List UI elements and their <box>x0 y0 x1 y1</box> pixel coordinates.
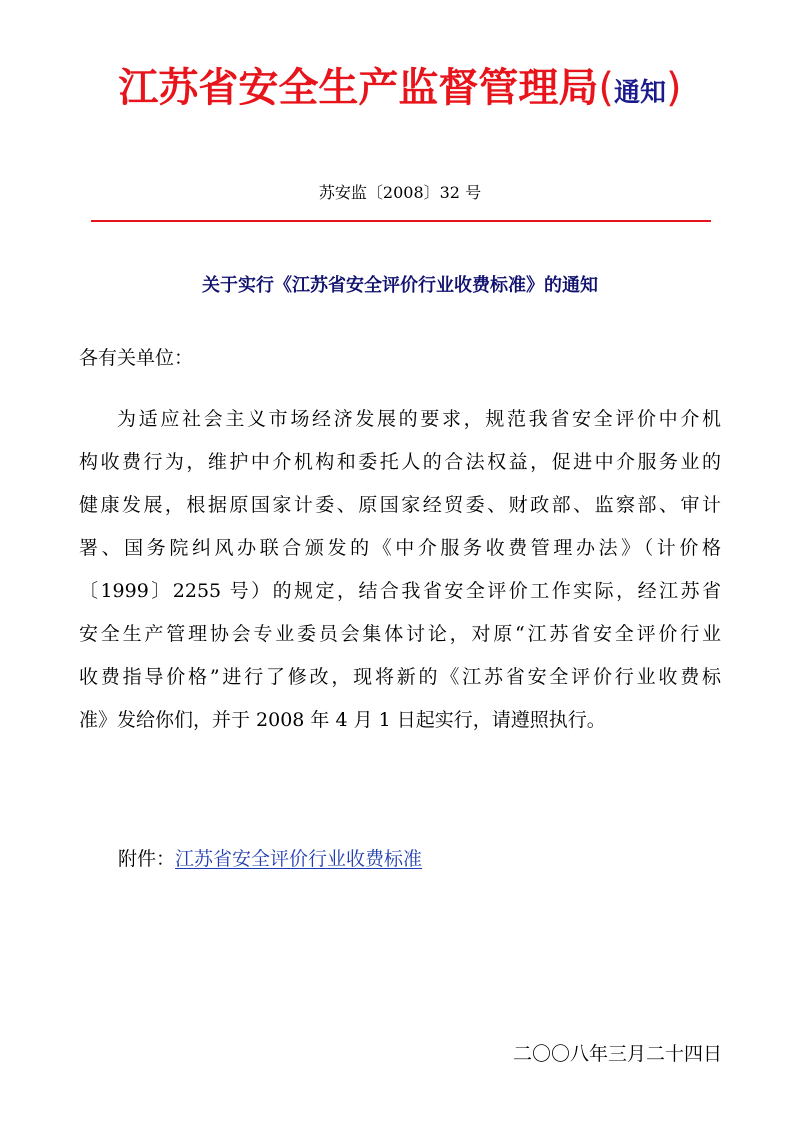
notice-label: 通知 <box>613 78 666 108</box>
body-line: 健康发展，根据原国家计委、原国家经贸委、财政部、监察部、审计 <box>79 494 721 516</box>
body-line: 安全生产管理协会专业委员会集体讨论，对原“江苏省安全评价行业 <box>79 623 721 645</box>
paren-close: ) <box>666 65 682 111</box>
issue-date: 二〇〇八年三月二十四日 <box>512 1043 722 1065</box>
body-line: 署、国务院纠风办联合颁发的《中介服务收费管理办法》（计价格 <box>79 537 721 559</box>
body-line: 准》发给你们，并于 2008 年 4 月 1 日起实行，请遵照执行。 <box>79 709 606 731</box>
body-line: 收费指导价格”进行了修改，现将新的《江苏省安全评价行业收费标 <box>79 666 721 688</box>
issuing-authority-header <box>0 60 800 121</box>
body-paragraph <box>79 398 721 742</box>
document-subject: 关于实行《江苏省安全评价行业收费标准》的通知 <box>202 275 598 296</box>
attachment-line <box>118 845 422 873</box>
body-line: 为适应社会主义市场经济发展的要求，规范我省安全评价中介机 <box>117 408 721 430</box>
red-divider-line <box>91 220 711 222</box>
attachment-link[interactable]: 江苏省安全评价行业收费标准 <box>175 848 423 870</box>
body-line: 构收费行为，维护中介机构和委托人的合法权益，促进中介服务业的 <box>79 451 721 473</box>
document-number: 苏安监〔2008〕32 号 <box>318 183 482 202</box>
paren-open: ( <box>598 65 614 111</box>
salutation: 各有关单位： <box>79 347 194 369</box>
authority-name: 江苏省安全生产监督管理局 <box>118 65 599 111</box>
body-line: 〔1999〕2255 号）的规定，结合我省安全评价工作实际，经江苏省 <box>79 580 721 602</box>
attachment-label: 附件： <box>118 848 176 870</box>
